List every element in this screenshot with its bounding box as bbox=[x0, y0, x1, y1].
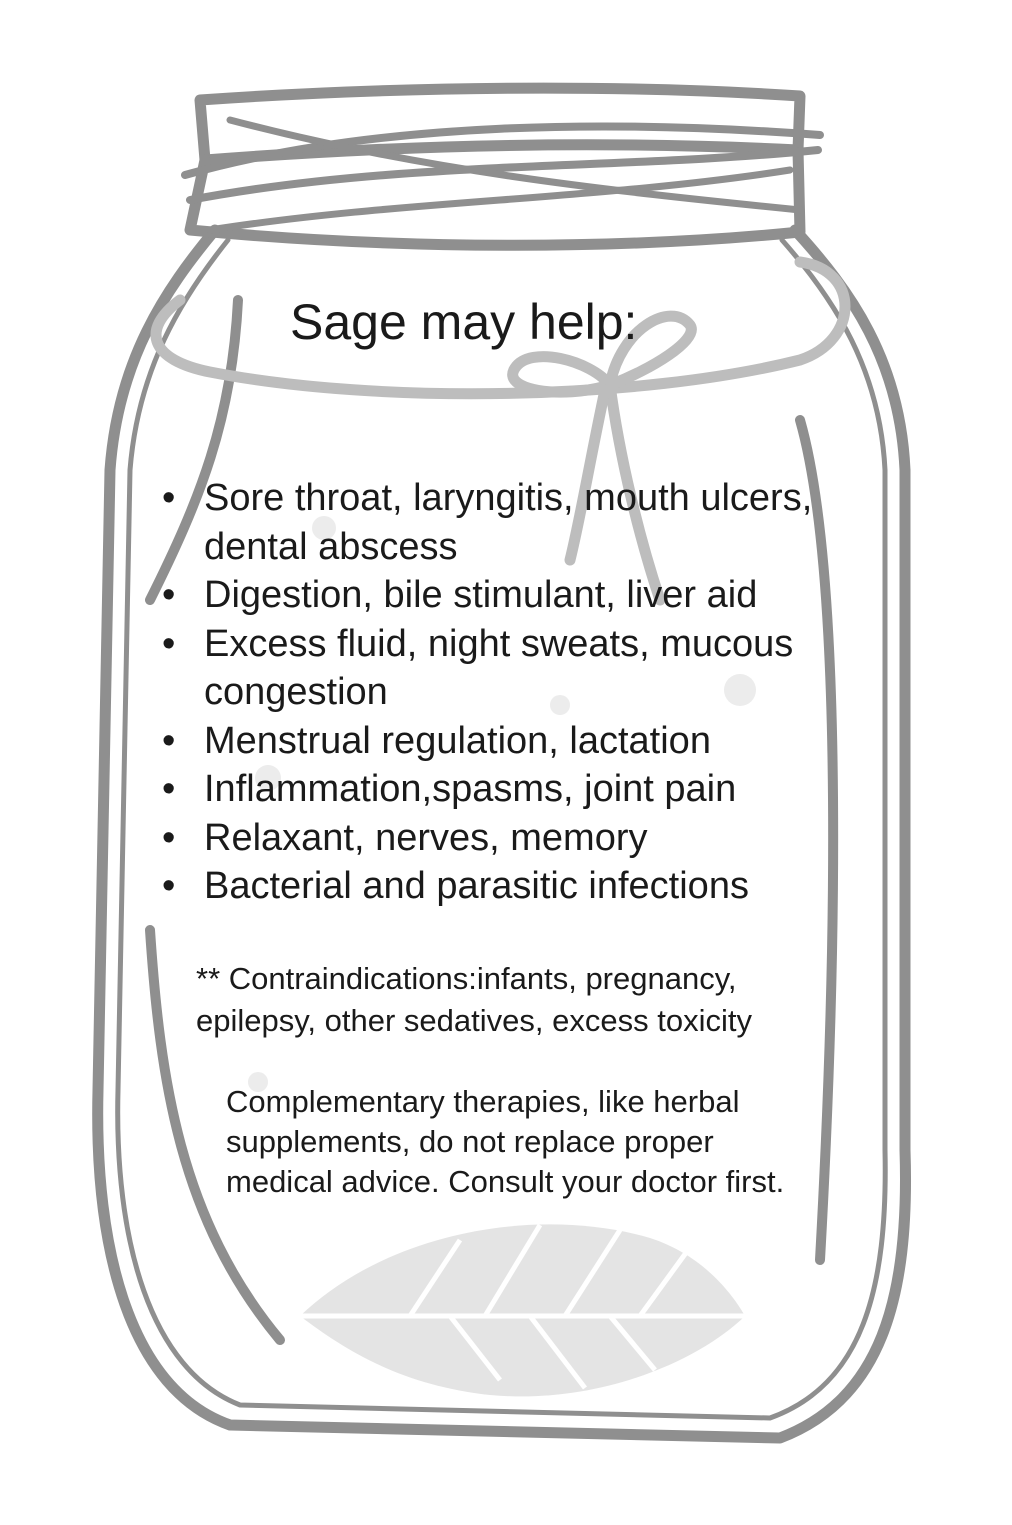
bullet-icon: • bbox=[162, 477, 176, 519]
bullet-icon: • bbox=[162, 719, 176, 762]
leaf-icon bbox=[300, 1224, 745, 1396]
bullet-icon: • bbox=[162, 622, 176, 665]
page-title: Sage may help: bbox=[290, 294, 638, 350]
list-item-text: Relaxant, nerves, memory bbox=[204, 816, 648, 859]
medical-disclaimer: Complementary therapies, like herbal supplements, do not replace proper medical advice. Consult your doctor first. bbox=[226, 1084, 785, 1199]
list-item bbox=[160, 862, 840, 911]
list-item-text: Inflammation,spasms, joint pain bbox=[204, 768, 737, 810]
bullet-icon: • bbox=[162, 816, 176, 859]
list-item bbox=[160, 717, 840, 766]
bullet-icon: • bbox=[162, 574, 176, 616]
list-item-text: Menstrual regulation, lactation bbox=[204, 719, 711, 762]
jar-lid bbox=[185, 88, 820, 245]
list-item bbox=[160, 620, 840, 717]
list-item bbox=[160, 814, 840, 863]
list-item bbox=[160, 474, 840, 571]
list-item-text: Sore throat, laryngitis, mouth ulcers, dental abscess bbox=[204, 477, 813, 568]
list-item bbox=[160, 765, 840, 814]
list-item-text: Digestion, bile stimulant, liver aid bbox=[204, 574, 758, 616]
bullet-icon: • bbox=[162, 768, 176, 810]
list-item-text: Bacterial and parasitic infections bbox=[204, 865, 749, 907]
bullet-icon: • bbox=[162, 865, 176, 907]
contraindications-note: ** Contraindications:infants, pregnancy, epilepsy, other sedatives, excess toxicity bbox=[196, 961, 752, 1038]
list-item bbox=[160, 571, 840, 620]
list-item-text: Excess fluid, night sweats, mucous congestion bbox=[204, 622, 794, 713]
benefits-list bbox=[160, 474, 840, 911]
